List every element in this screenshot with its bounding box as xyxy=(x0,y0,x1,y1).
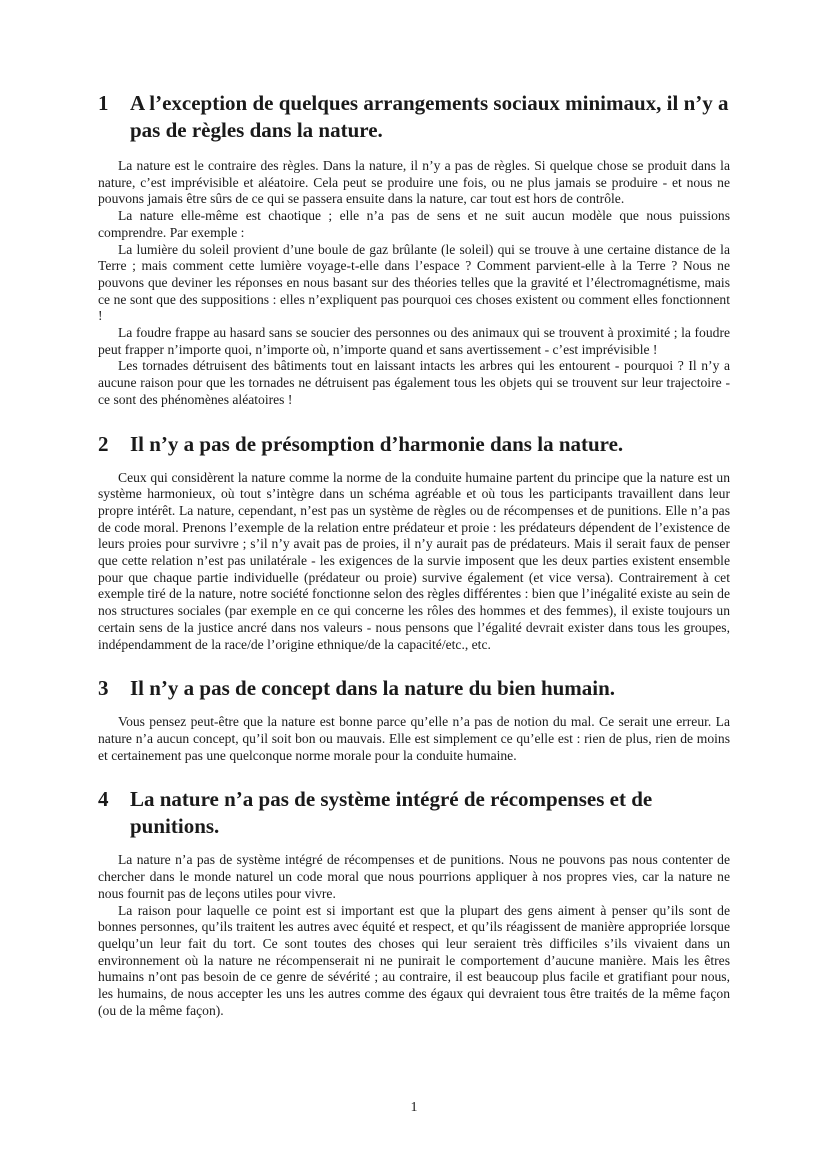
section-title: Il n’y a pas de présomption d’harmonie dans la nature. xyxy=(130,431,624,456)
paragraph: La nature elle-même est chaotique ; elle n’a pas de sens et ne suit aucun modèle que nous puissions comprendre. Par exemple : xyxy=(98,208,730,240)
section-title: La nature n’a pas de système intégré de récompenses et de punitions. xyxy=(130,787,653,839)
section-heading xyxy=(98,675,730,702)
section-3 xyxy=(98,675,730,764)
section-4 xyxy=(98,786,730,1019)
paragraph: La nature est le contraire des règles. Dans la nature, il n’y a pas de règles. Si quelque chose se produit dans la nature, c’est imprévisible et aléatoire. Cela peut se produire une fois, ou ne plus jamais se produire - et nous ne pouvons jamais être sûrs de ce qui se passera ensuite dans la nature, car tout est hors de contrôle. xyxy=(98,158,730,207)
section-title: A l’exception de quelques arrangements sociaux minimaux, il n’y a pas de règles dans la nature. xyxy=(130,91,729,142)
paragraph: La nature n’a pas de système intégré de récompenses et de punitions. Nous ne pouvons pas nous contenter de chercher dans le monde naturel un code moral que nous pourrions appliquer à nos propres vies, car la nature ne nous fournit pas de leçons utiles pour vivre. xyxy=(98,852,730,901)
paragraph: Ceux qui considèrent la nature comme la norme de la conduite humaine partent du principe que la nature est un système harmonieux, où tout s’intègre dans un schéma agréable et où tous les participants travaillent dans leur propre intérêt. La nature, cependant, n’est pas un système de règles ou de récompenses et de punitions. Elle n’a pas de code moral. Prenons l’exemple de la relation entre prédateur et proie : les prédateurs dépendent de l’existence de leurs proies pour survivre ; s’il n’y avait pas de proies, il n’y aurait pas de prédateurs. Mais il serait faux de penser que cette relation n’est pas unilatérale - les exigences de la survie imposent que les deux parties existent ensemble pour que chaque partie individuelle (prédateur ou proie) survive également (et vice versa). Contrairement à cet exemple tiré de la nature, notre société fonctionne selon des règles différentes : bien que l’inégalité existe au sein de nos structures sociales (par exemple en ce qui concerne les rôles des hommes et des femmes), il existe toujours un certain sens de la justice ancré dans nos valeurs - nous pensons que l’égalité devrait exister dans tous les groupes, indépendamment de la race/de l’origine ethnique/de la capacité/etc., etc. xyxy=(98,469,730,652)
paragraph: Les tornades détruisent des bâtiments tout en laissant intacts les arbres qui les entourent - pourquoi ? Il n’y a aucune raison pour que les tornades ne détruisent pas également tous les objets qui se trouvent sur leur trajectoire - ce sont des phénomènes aléatoires ! xyxy=(98,358,730,407)
page-number: 1 xyxy=(410,1100,418,1115)
section-heading xyxy=(98,90,730,144)
paragraph: La raison pour laquelle ce point est si important est que la plupart des gens aiment à penser qu’ils sont de bonnes personnes, qu’ils traitent les autres avec équité et respect, et qu’ils réagissent de manière appropriée lorsque quelqu’un leur fait du tort. Ce sont toutes des choses qui leur seraient très difficiles s’ils vivaient dans un environnement où la nature ne récompenserait ni ne punirait le comportement d’aucune manière. Mais les êtres humains n’ont pas besoin de ce genre de sévérité ; au contraire, il est beaucoup plus facile et gratifiant pour nous, les humains, de nous accepter les uns les autres comme des égaux qui devraient tous être traités de la même façon (ou de la même façon). xyxy=(98,902,730,1018)
document-page xyxy=(98,90,730,1019)
paragraph: La foudre frappe au hasard sans se soucier des personnes ou des animaux qui se trouvent à proximité ; la foudre peut frapper n’importe quoi, n’importe où, n’importe quand et sans avertissement - c’est imprévisible ! xyxy=(98,325,730,357)
section-1 xyxy=(98,90,730,409)
section-heading xyxy=(98,431,730,458)
section-number: 4 xyxy=(98,787,109,812)
section-heading xyxy=(98,786,730,840)
paragraph: Vous pensez peut-être que la nature est bonne parce qu’elle n’a pas de notion du mal. Ce serait une erreur. La nature n’a aucun concept, qu’il soit bon ou mauvais. Elle est simplement ce qu’elle est : rien de plus, rien de moins et certainement pas une quelconque norme morale pour la conduite humaine. xyxy=(98,714,730,763)
section-number: 1 xyxy=(98,91,109,115)
section-title: Il n’y a pas de concept dans la nature du bien humain. xyxy=(130,676,616,701)
section-number: 2 xyxy=(98,431,109,456)
section-number: 3 xyxy=(98,676,109,701)
section-2 xyxy=(98,431,730,654)
paragraph: La lumière du soleil provient d’une boule de gaz brûlante (le soleil) qui se trouve à une certaine distance de la Terre ; mais comment cette lumière voyage-t-elle dans l’espace ? Comment parvient-elle à la Terre ? Nous ne pouvons que deviner les réponses en nous basant sur des théories telles que la gravité et l’électromagnétisme, mais ce ne sont que des suppositions : elles n’expliquent pas pourquoi ces choses existent ou comment elles fonctionnent ! xyxy=(98,241,730,324)
